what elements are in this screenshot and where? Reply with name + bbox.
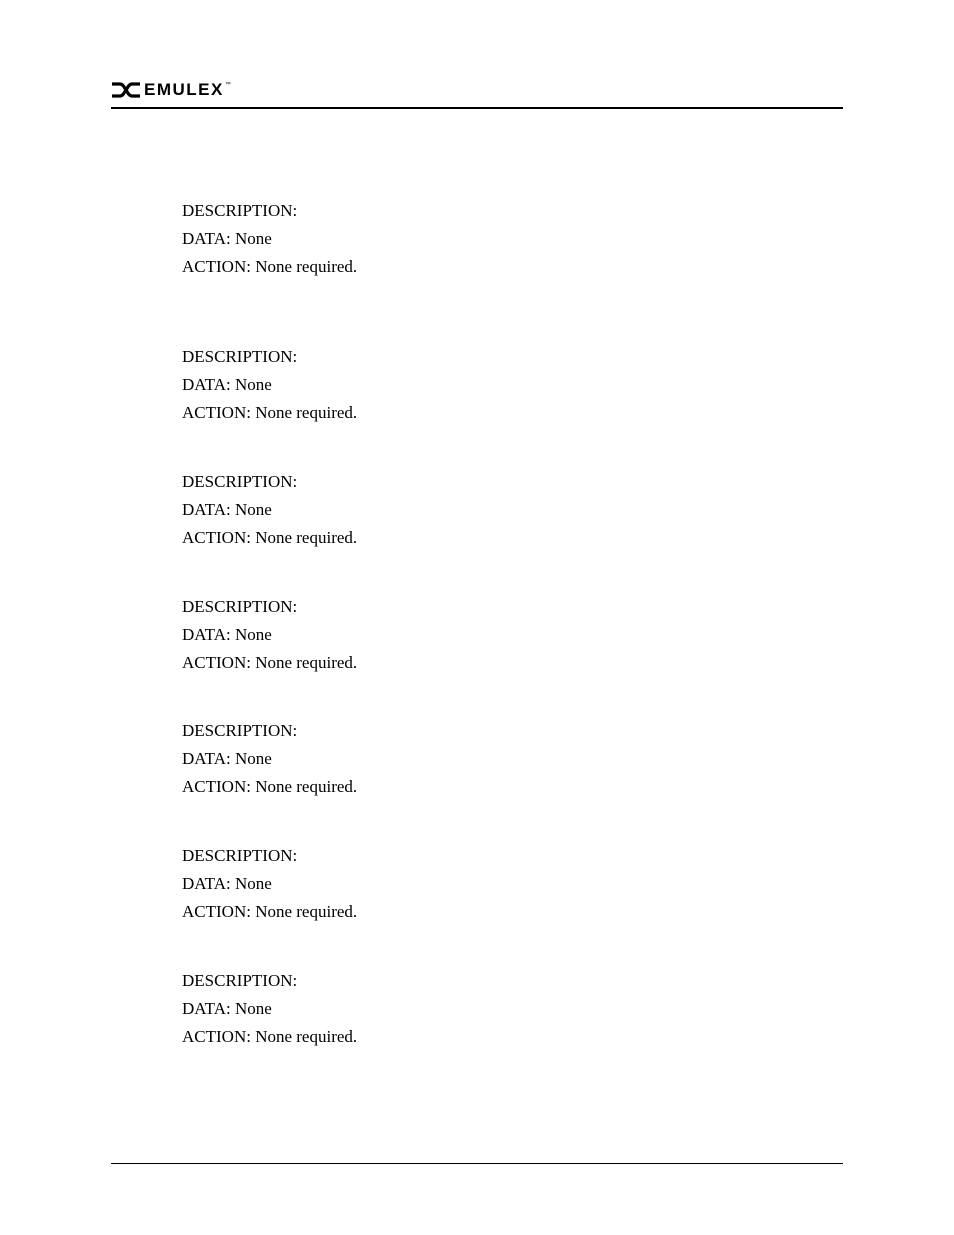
description-label: DESCRIPTION: [182, 721, 298, 740]
footer-divider [111, 1163, 843, 1164]
message-entry [182, 197, 357, 281]
trademark-mark: ™ [224, 82, 231, 88]
action-line: ACTION: None required. [182, 777, 358, 796]
description-label: DESCRIPTION: [182, 472, 298, 491]
action-line: ACTION: None required. [182, 653, 358, 672]
description-label: DESCRIPTION: [182, 347, 298, 366]
data-line: DATA: None [182, 999, 272, 1018]
description-label: DESCRIPTION: [182, 971, 298, 990]
emulex-x-icon [111, 82, 141, 98]
logo-wordmark: EMULEX [144, 80, 224, 99]
data-line: DATA: None [182, 500, 272, 519]
message-entry [182, 842, 357, 926]
data-line: DATA: None [182, 229, 272, 248]
action-line: ACTION: None required. [182, 902, 358, 921]
message-entry [182, 343, 357, 427]
action-line: ACTION: None required. [182, 257, 358, 276]
description-label: DESCRIPTION: [182, 597, 298, 616]
page-header [111, 78, 843, 110]
message-entry [182, 967, 357, 1051]
data-line: DATA: None [182, 749, 272, 768]
description-label: DESCRIPTION: [182, 201, 298, 220]
action-line: ACTION: None required. [182, 528, 358, 547]
data-line: DATA: None [182, 375, 272, 394]
message-entry [182, 717, 357, 801]
description-label: DESCRIPTION: [182, 846, 298, 865]
header-divider [111, 107, 843, 109]
data-line: DATA: None [182, 874, 272, 893]
data-line: DATA: None [182, 625, 272, 644]
message-entry [182, 593, 357, 677]
message-entry [182, 468, 357, 552]
action-line: ACTION: None required. [182, 1027, 358, 1046]
action-line: ACTION: None required. [182, 403, 358, 422]
emulex-logo [111, 81, 231, 99]
